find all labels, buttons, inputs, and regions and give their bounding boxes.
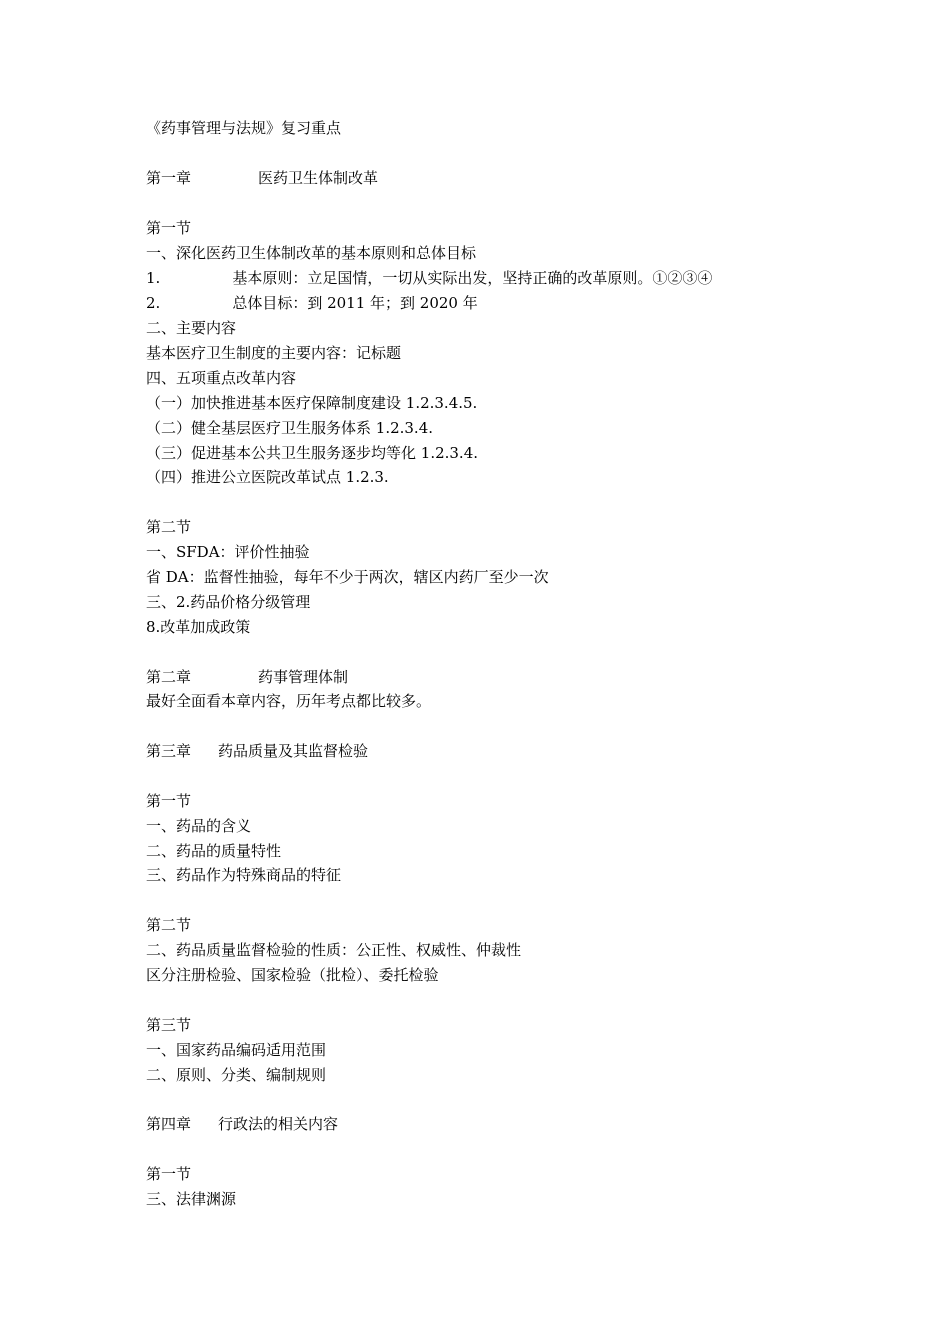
text-line: 最好全面看本章内容，历年考点都比较多。 [146,692,432,710]
text-line: 8.改革加成政策 [146,618,251,636]
section-heading: 第一节 [146,792,192,810]
text-line: 三、药品作为特殊商品的特征 [146,866,342,884]
item-number: 2. [146,294,161,312]
chapter-label: 第二章 [146,668,192,686]
section-heading: 第二节 [146,916,192,934]
chapter-4-heading [146,1113,338,1135]
text-line: 一、深化医药卫生体制改革的基本原则和总体目标 [146,244,477,262]
chapter-title: 行政法的相关内容 [218,1115,339,1133]
chapter-title: 药品质量及其监督检验 [218,742,369,760]
text-line: 二、原则、分类、编制规则 [146,1066,327,1084]
item-number: 1. [146,269,161,287]
text-line: 一、药品的含义 [146,817,252,835]
text-line: 二、药品的质量特性 [146,842,282,860]
item-text: 总体目标：到 2011 年；到 2020 年 [232,294,478,312]
text-line: （二）健全基层医疗卫生服务体系 1.2.3.4. [146,419,434,437]
section-heading: 第二节 [146,518,192,536]
numbered-item [146,267,712,289]
text-line: （三）促进基本公共卫生服务逐步均等化 1.2.3.4. [146,444,479,462]
chapter-label: 第一章 [146,169,192,187]
chapter-title: 医药卫生体制改革 [258,169,379,187]
text-line: 基本医疗卫生制度的主要内容：记标题 [146,344,402,362]
text-line: （四）推进公立医院改革试点 1.2.3. [146,468,389,486]
section-heading: 第一节 [146,1165,192,1183]
text-line: （一）加快推进基本医疗保障制度建设 1.2.3.4.5. [146,394,478,412]
text-line: 二、主要内容 [146,319,237,337]
chapter-label: 第三章 [146,742,192,760]
section-heading: 第一节 [146,219,192,237]
chapter-title: 药事管理体制 [258,668,349,686]
chapter-label: 第四章 [146,1115,192,1133]
text-line: 三、法律渊源 [146,1190,237,1208]
document-title: 《药事管理与法规》复习重点 [146,119,342,137]
item-text: 基本原则：立足国情，一切从实际出发，坚持正确的改革原则。①②③④ [232,269,713,287]
text-line: 一、国家药品编码适用范围 [146,1041,327,1059]
chapter-2-heading [146,666,348,688]
numbered-item [146,292,478,314]
text-line: 区分注册检验、国家检验（批检）、委托检验 [146,966,439,984]
text-line: 三、2.药品价格分级管理 [146,593,311,611]
section-heading: 第三节 [146,1016,192,1034]
text-line: 四、五项重点改革内容 [146,369,297,387]
text-line: 二、药品质量监督检验的性质：公正性、权威性、仲裁性 [146,941,522,959]
text-line: 一、SFDA：评价性抽验 [146,543,310,561]
text-line: 省 DA：监督性抽验，每年不少于两次，辖区内药厂至少一次 [146,568,549,586]
chapter-3-heading [146,740,368,762]
chapter-1-heading [146,167,378,189]
